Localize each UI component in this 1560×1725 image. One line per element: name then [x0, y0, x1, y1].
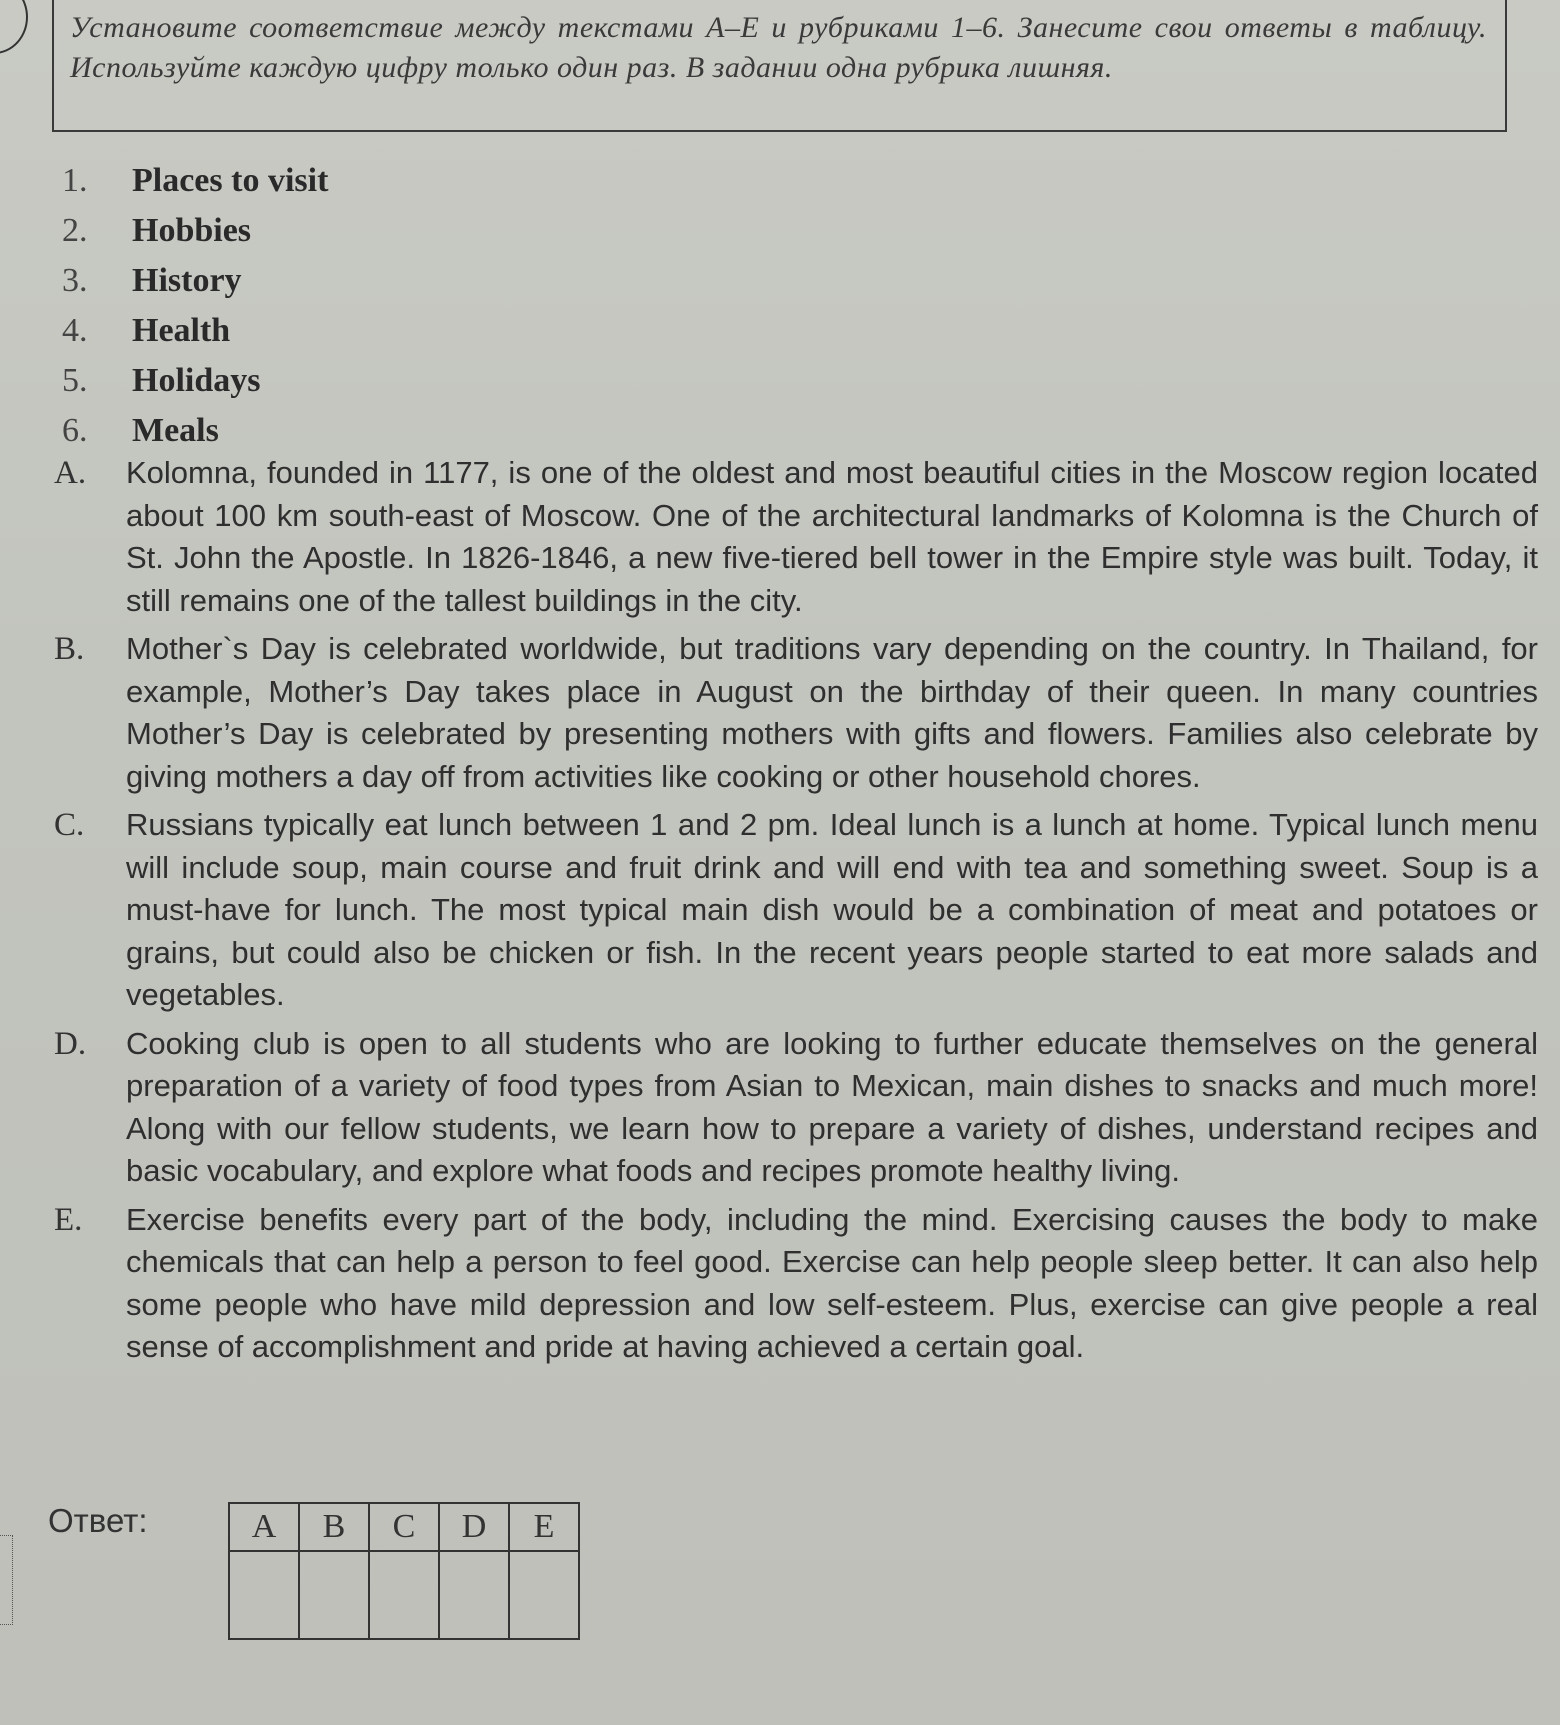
text-item-d	[48, 1023, 1538, 1193]
answer-column-e: E	[509, 1503, 579, 1551]
answer-column-b: B	[299, 1503, 369, 1551]
answer-table	[228, 1502, 580, 1640]
text-body: Kolomna, founded in 1177, is one of the oldest and most beautiful cities in the Moscow region located about 100 km south-east of Moscow. One of the architectural landmarks of Kolomna is the Church of St. John the Apostle. In 1826-1846, a new five-tiered bell tower in the Empire style was built. Today, it still remains one of the tallest buildings in the city.	[126, 455, 1538, 618]
text-item-b	[48, 628, 1538, 798]
answer-column-c: C	[369, 1503, 439, 1551]
text-body: Russians typically eat lunch between 1 and 2 pm. Ideal lunch is a lunch at home. Typical lunch menu will include soup, main course and fruit drink and will end with tea and something sweet. Soup is a must-have for lunch. The most typical main dish would be a combination of meat and potatoes or grains, but could also be chicken or fish. In the recent years people started to eat more salads and vegetables.	[126, 807, 1538, 1012]
text-letter: B.	[54, 631, 85, 667]
rubric-label: Meals	[132, 412, 219, 449]
text-body: Cooking club is open to all students who are looking to further educate themselves on the general preparation of a variety of food types from Asian to Mexican, main dishes to snacks and much more! Along with our fellow students, we learn how to prepare a variety of dishes, understand recipes and basic vocabulary, and explore what foods and recipes promote healthy living.	[126, 1025, 1538, 1188]
text-item-a	[48, 452, 1538, 622]
task-instruction: Установите соответствие между текстами A–E и рубриками 1–6. Занесите свои ответы в таблицу. Используйте каждую цифру только один раз. В задании одна рубрика лишняя.	[52, 0, 1507, 132]
rubric-item	[62, 406, 328, 456]
text-item-e	[48, 1199, 1538, 1369]
rubric-number: 1.	[62, 162, 88, 199]
rubric-list	[62, 156, 328, 456]
rubric-item	[62, 356, 328, 406]
rubric-number: 4.	[62, 312, 88, 349]
margin-mark	[0, 1535, 13, 1625]
answer-input-row	[229, 1551, 579, 1639]
answer-cell-b[interactable]	[299, 1551, 369, 1639]
rubric-item	[62, 256, 328, 306]
answer-label: Ответ:	[48, 1502, 148, 1539]
text-item-c	[48, 804, 1538, 1017]
text-body: Mother`s Day is celebrated worldwide, but traditions vary depending on the country. In Thailand, for example, Mother’s Day takes place in August on the birthday of their queen. In many countries Mother’s Day is celebrated by presenting mothers with gifts and flowers. Families also celebrate by giving mothers a day off from activities like cooking or other household chores.	[126, 631, 1538, 794]
text-letter: D.	[54, 1025, 87, 1062]
margin-arc	[0, 0, 28, 54]
rubric-label: History	[132, 262, 242, 299]
answer-cell-c[interactable]	[369, 1551, 439, 1639]
text-body: Exercise benefits every part of the body, including the mind. Exercising causes the body to make chemicals that can help a person to feel good. Exercise can help people sleep better. It can also help some people who have mild depression and low self-esteem. Plus, exercise can give people a real sense of accomplishment and pride at having achieved a certain goal.	[126, 1201, 1538, 1364]
rubric-item	[62, 306, 328, 356]
rubric-label: Holidays	[132, 362, 261, 399]
text-list	[48, 452, 1538, 1375]
rubric-item	[62, 156, 328, 206]
rubric-number: 3.	[62, 262, 88, 299]
answer-cell-e[interactable]	[509, 1551, 579, 1639]
rubric-number: 6.	[62, 412, 88, 449]
text-letter: E.	[54, 1201, 83, 1238]
answer-cell-a[interactable]	[229, 1551, 299, 1639]
text-letter: C.	[54, 807, 85, 843]
rubric-label: Health	[132, 312, 231, 349]
text-letter: A.	[54, 455, 87, 491]
answer-column-a: A	[229, 1503, 299, 1551]
rubric-item	[62, 206, 328, 256]
rubric-number: 2.	[62, 212, 88, 249]
rubric-label: Hobbies	[132, 212, 252, 249]
answer-column-d: D	[439, 1503, 509, 1551]
rubric-label: Places to visit	[132, 162, 329, 199]
answer-cell-d[interactable]	[439, 1551, 509, 1639]
answer-header-row	[229, 1503, 579, 1551]
rubric-number: 5.	[62, 362, 88, 399]
